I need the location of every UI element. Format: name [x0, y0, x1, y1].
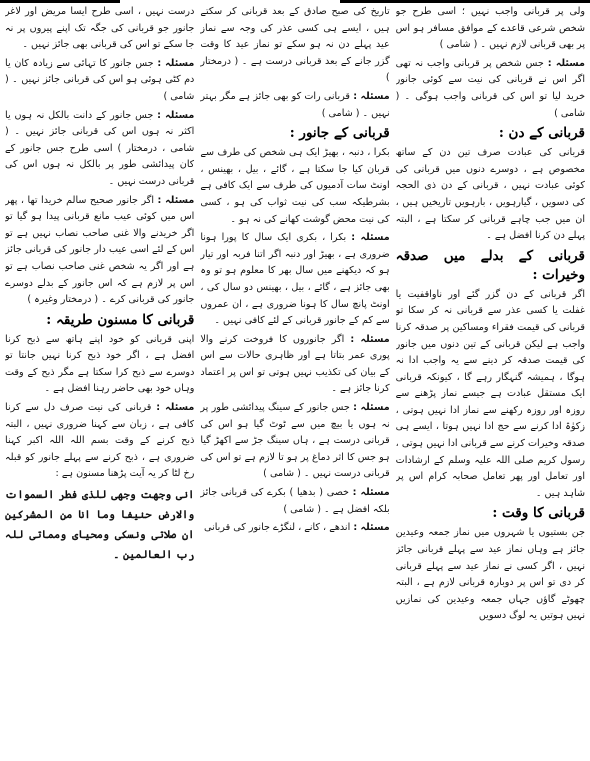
paragraph-text: اگر جانوروں کا فروخت کرنے والا پوری عمر بتاتا ہے اور ظاہری حالات سے اس کے بیان کی تکذیب نہیں ہوتی تو اس پر اعتماد کرنا جائز ہے ۔ [200, 333, 390, 395]
masala-label: مسئلہ : [350, 333, 390, 345]
paragraph-text: جس جانور کے دانت بالکل نہ ہوں یا اکثر نہ ہوں اس کی قربانی جائز نہیں ۔ ( شامی ، درمختار ) اسی طرح جس جانور کے کان پیدائشی طور پر بالکل نہ ہوں اس کی قربانی درست نہیں ۔ [5, 109, 195, 187]
paragraph-text: اگر جانور صحیح سالم خریدا تھا ، پھر اس میں کوئی عیب مانع قربانی پیدا ہو گیا تو اگر خریدنے والا غنی صاحب نصاب نہیں ہے تو اس کے لئے اسی عیب دار جانور کی قربانی جائز ہے اور اگر یہ شخص غنی صاحب نصاب ہے تو اس پر لازم ہے کہ اس جانور کے بدلے دوسرے جانور کی قربانی کرے ۔ ( درمختار وغیرہ ) [5, 194, 195, 306]
masala-paragraph [5, 108, 194, 191]
paragraph [5, 4, 194, 54]
paragraph-text: قربانی رات کو بھی جائز ہے مگر بہتر نہیں ۔ ( شامی ) [200, 90, 390, 119]
paragraph-text: خصی ( بدھیا ) بکرے کی قربانی جائز بلکہ افضل ہے ۔ ( شامی ) [200, 487, 390, 515]
paragraph-text: قربانی کی نیت صرف دل سے کرنا کافی ہے ، زبان سے کہنا ضروری نہیں ، البتہ ذبح کرنے کے وقت بسم اللہ اللہ اکبر کہنا ضروری ہے ، ذبح کرنے سے پہلے جانور کو قبلہ رخ لٹا کر یہ آیت پڑھنا مسنون ہے : [5, 402, 195, 480]
masala-paragraph [200, 230, 389, 330]
masala-label: مسئلہ : [351, 232, 390, 244]
paragraph-text: اپنی قربانی کو خود اپنے ہاتھ سے ذبح کرنا افضل ہے ، اگر خود ذبح کرنا نہیں جانتا تو دوسرے سے ذبح کرا سکتا ہے مگر ذبح کے وقت وہاں خود بھی حاضر رہنا افضل ہے ۔ [5, 333, 195, 395]
section-heading: قربانی کے بدلے میں صدقہ وخیرات : [395, 247, 585, 283]
paragraph [200, 145, 389, 228]
section-heading: قربانی کا مسنون طریقہ : [46, 311, 195, 328]
masala-label: مسئلہ : [157, 194, 195, 206]
paragraph-text: جس جانور کا تہائی سے زیادہ کان یا دم کٹی ہوئی ہو اس کی قربانی جائز نہیں ۔ ( شامی ) [5, 57, 195, 102]
paragraph [396, 287, 585, 503]
paragraph-text: قربانی کی عبادت صرف تین دن کے ساتھ مخصوص ہے ، دوسرے دنوں میں قربانی کی کوئی عبادت نہیں ، قربانی کے دن ذی الحجہ کی دسویں ، گیارہویں ، بارہویں تاریخیں ہیں ، ان میں جب چاہے قربانی کر سکتا ہے ، البتہ پہلے دن کرنا افضل ہے ۔ [395, 147, 585, 242]
masala-paragraph [396, 56, 585, 122]
paragraph [396, 145, 585, 245]
masala-paragraph [200, 400, 389, 483]
column-right [396, 4, 585, 761]
masala-label: مسئلہ : [157, 57, 195, 69]
section-heading: قربانی کا وقت : [492, 505, 585, 522]
masala-label: مسئلہ : [156, 402, 195, 414]
arabic-verse: انی وجھت وجھی للذی فطر السموات والارض حنیفا وما انا من المشرکین ان صلاتی ونسکی ومحیای ومماتی للہ رب العالمین ۔ [5, 489, 195, 562]
masala-paragraph [5, 400, 194, 483]
section-heading: قربانی کے دن : [498, 125, 585, 142]
paragraph-text: جس شخص پر قربانی واجب نہ تھی اگر اس نے قربانی کی نیت سے کوئی جانور خرید لیا تو اس کی قربانی واجب ہوگی ۔ ( شامی ) [395, 57, 585, 119]
masala-paragraph [200, 89, 389, 122]
paragraph-text: تاریخ کی صبح صادق کے بعد قربانی کر سکتے ہیں ، ایسے ہی کسی عذر کی وجہ سے نماز عید پہلے دن نہ ہو سکے تو نماز عید کا وقت گزر جانے کے بعد قربانی درست ہے ۔ ( درمختار ) [200, 6, 390, 84]
paragraph [200, 4, 389, 87]
paragraph-text: جس جانور کے سینگ پیدائشی طور پر نہ ہوں یا بیچ میں سے ٹوٹ گیا ہو اس کی قربانی درست ہے ، ہاں سینگ جڑ سے اکھڑ گیا ہو جس کا اثر دماغ پر ہو تا لازم ہے تو اس کی قربانی درست نہیں ۔ ( شامی ) [200, 402, 390, 480]
paragraph [396, 4, 585, 54]
top-rule-right [340, 0, 590, 3]
paragraph [396, 525, 585, 625]
paragraph-text: جن بستیوں یا شہروں میں نماز جمعہ وعیدین جائز ہے وہاں نماز عید سے پہلے قربانی جائز نہیں ، اگر کسی نے نماز عید سے پہلے قربانی کر دی تو اس پر دوبارہ قربانی لازم ہے ، البتہ چھوٹے گاؤں جہاں جمعہ وعیدین کی نمازیں نہیں ہوتیں یہ لوگ دسویں [395, 527, 585, 622]
paragraph-text: ولی پر قربانی واجب نہیں ؛ اسی طرح جو شخص شرعی قاعدے کے موافق مسافر ہو اس پر بھی قربانی لازم نہیں ۔ ( شامی ) [395, 6, 585, 51]
masala-label: مسئلہ : [547, 57, 585, 69]
masala-label: مسئلہ : [352, 487, 390, 499]
paragraph-text: درست نہیں ، اسی طرح ایسا مریض اور لاغر جانور جو قربانی کی جگہ تک اپنے پیروں پر نہ جا سکے تو اس کی قربانی بھی جائز نہیں ۔ [5, 6, 195, 51]
masala-label: مسئلہ : [353, 522, 390, 534]
section-heading: قربانی کے جانور : [289, 125, 390, 142]
column-left [5, 4, 194, 761]
masala-paragraph [200, 520, 389, 537]
paragraph-text: اندھے ، کانے ، لنگڑے جانور کی قربانی [204, 522, 351, 534]
masala-paragraph [200, 332, 389, 398]
paragraph-text: بکرا ، دنبہ ، بھیڑ ایک ہی شخص کی طرف سے قربان کیا جا سکتا ہے ، گائے ، بیل ، بھینس ، اونٹ سات آدمیوں کی طرف سے ایک کافی ہے بشرطیکہ سب کی نیت ثواب کی ہو ، کسی کی نیت محض گوشت کھانے کی نہ ہو ۔ [200, 147, 390, 225]
paragraph [5, 332, 194, 398]
top-rule-left [0, 0, 120, 3]
masala-paragraph [5, 56, 194, 106]
masala-label: مسئلہ : [353, 402, 390, 414]
paragraph-text: بکرا ، بکری ایک سال کا پورا ہونا ضروری ہے ، بھیڑ اور دنبہ اگر اتنا فربہ اور تیار ہو کہ دیکھنے میں سال بھر کا معلوم ہو تو وہ بھی جائز ہے ، گائے ، بیل ، بھینس دو سال کی ، اونٹ پانچ سال کا ہونا ضروری ہے ، ان عمروں سے کم کے جانور قربانی کے لئے کافی نہیں ۔ [200, 232, 390, 327]
masala-label: مسئلہ : [353, 90, 390, 102]
paragraph-text: اگر قربانی کے دن گزر گئے اور ناواقفیت یا غفلت یا کسی عذر سے قربانی نہ کر سکا تو قربانی کی قیمت فقراء ومساکین پر صدقہ کرنا واجب ہے لیکن قربانی کے تین دنوں میں جانور کی قیمت صدقہ کر دینے سے یہ واجب ادا نہ ہوگا ، ہمیشہ گنہگار رہے گا ، کیونکہ قربانی ایک مستقل عبادت ہے جیسے نماز پڑھنے سے روزہ اور روزہ رکھنے سے نماز ادا نہیں ہوتی ، زکوٰۃ ادا کرنے سے حج ادا نہیں ہوتا ، ایسے ہی صدقہ وخیرات کرنے سے قربانی ادا نہیں ہوتی ، رسول کریم صلی اللہ علیہ وسلم کے ارشادات اور تعامل اور پھر تعامل صحابہ کرام اس پر شاہد ہیں ۔ [395, 288, 585, 499]
masala-label: مسئلہ : [157, 109, 195, 121]
column-middle [200, 4, 389, 761]
masala-paragraph [200, 485, 389, 518]
masala-paragraph [5, 193, 194, 309]
